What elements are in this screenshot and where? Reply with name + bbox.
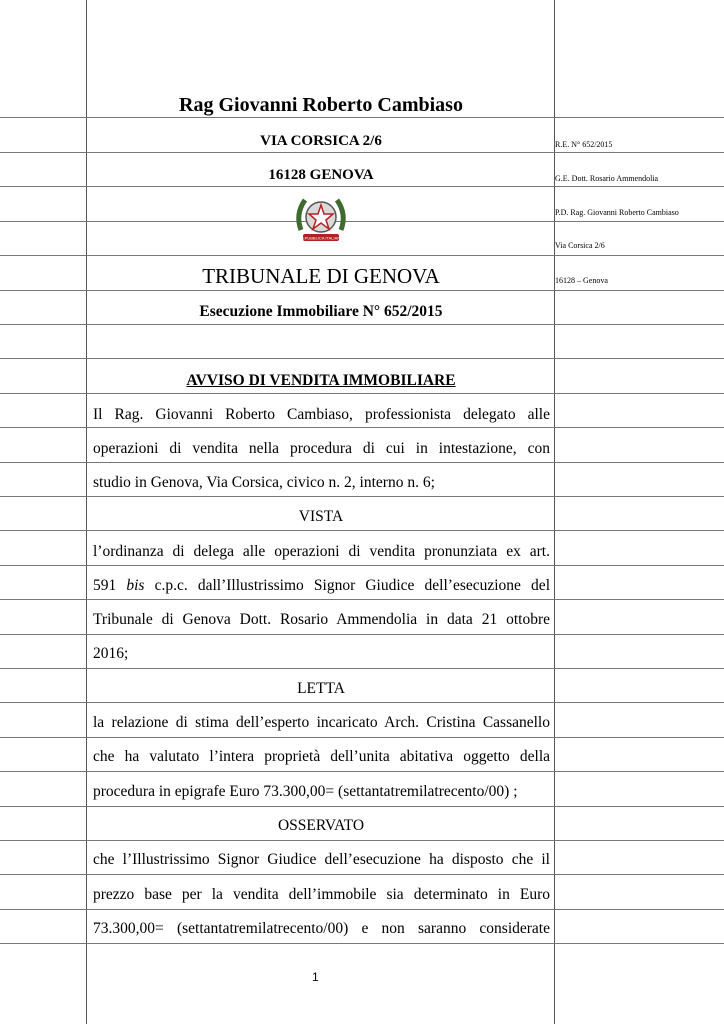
vista-heading: VISTA bbox=[298, 508, 344, 525]
letta-line: procedura in epigrafe Euro 73.300,00= (settantatremilatrecento/00) ; bbox=[93, 783, 518, 800]
margin-note-delegate: P.D. Rag. Giovanni Roberto Cambiaso bbox=[555, 208, 679, 217]
italian-republic-emblem bbox=[291, 190, 351, 250]
vista-line: 591 bis c.p.c. dall’Illustrissimo Signor Giudice dell’esecuzione del bbox=[93, 577, 550, 594]
delegate-street: VIA CORSICA 2/6 bbox=[260, 133, 382, 149]
court-name: TRIBUNALE DI GENOVA bbox=[202, 264, 440, 288]
delegate-name: Rag Giovanni Roberto Cambiaso bbox=[179, 94, 463, 116]
emblem-ribbon-text: REPUBBLICA ITALIANA bbox=[299, 235, 343, 241]
margin-note-city: 16128 – Genova bbox=[555, 276, 608, 285]
margin-note-address: Via Corsica 2/6 bbox=[555, 241, 605, 250]
vista-line: 2016; bbox=[93, 645, 129, 662]
osservato-line: prezzo base per la vendita dell’immobile sia determinato in Euro bbox=[93, 886, 550, 903]
osservato-line: che l’Illustrissimo Signor Giudice dell’esecuzione ha disposto che il bbox=[93, 851, 550, 868]
letta-line: che ha valutato l’intera proprietà dell’unita abitativa oggetto della bbox=[93, 748, 550, 765]
vista-line: Tribunale di Genova Dott. Rosario Ammendolia in data 21 ottobre bbox=[93, 611, 550, 628]
intro-line: studio in Genova, Via Corsica, civico n. 2, interno n. 6; bbox=[93, 474, 435, 491]
margin-note-case: R.E. N° 652/2015 bbox=[555, 140, 613, 149]
osservato-heading: OSSERVATO bbox=[277, 817, 365, 834]
delegate-city: 16128 GENOVA bbox=[268, 167, 374, 183]
notice-title: AVVISO DI VENDITA IMMOBILIARE bbox=[186, 372, 456, 389]
margin-note-judge: G.E. Dott. Rosario Ammendolia bbox=[555, 174, 659, 183]
letta-line: la relazione di stima dell’esperto incaricato Arch. Cristina Cassanello bbox=[93, 714, 550, 731]
vista-line: l’ordinanza di delega alle operazioni di vendita pronunziata ex art. bbox=[93, 543, 550, 560]
osservato-line: 73.300,00= (settantatremilatrecento/00) e non saranno considerate bbox=[93, 920, 550, 937]
intro-line: Il Rag. Giovanni Roberto Cambiaso, professionista delegato alle bbox=[93, 406, 550, 423]
letta-heading: LETTA bbox=[297, 680, 345, 697]
intro-line: operazioni di vendita nella procedura di cui in intestazione, con bbox=[93, 440, 550, 457]
page-number: 1 bbox=[312, 970, 319, 984]
case-number: Esecuzione Immobiliare N° 652/2015 bbox=[199, 303, 443, 320]
